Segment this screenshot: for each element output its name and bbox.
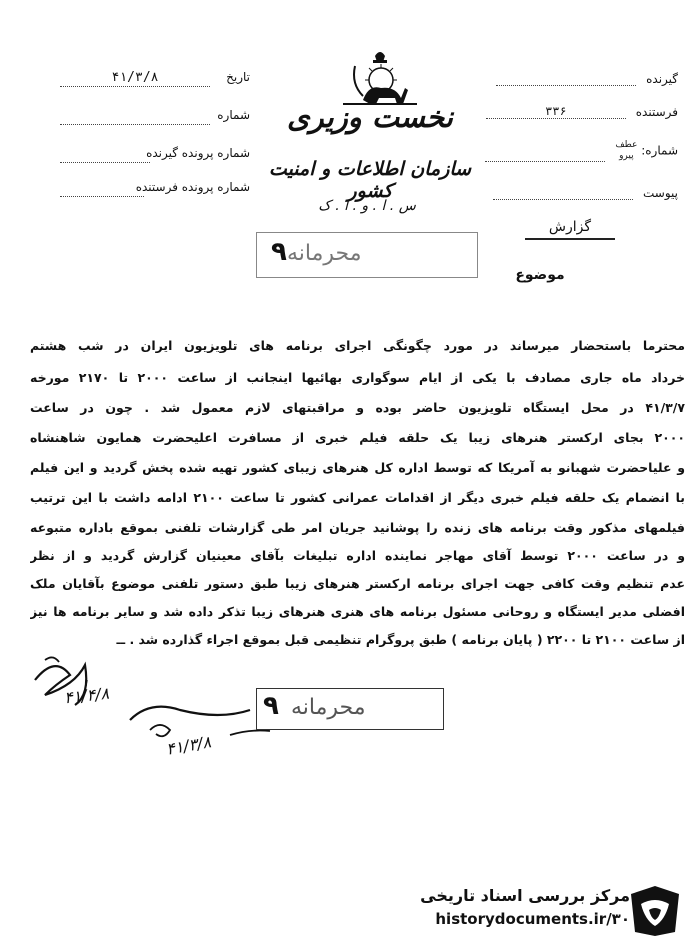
body-line: با انضمام یک حلقه فیلم خبری دیگر از اقدامات عمرانی کشور تا ساعت ۲۱۰۰ ادامه داشت با این ترتیب [30, 490, 685, 505]
reference-line [485, 161, 605, 162]
signature-bottom-date: ۴۱/۳/۸ [164, 732, 213, 759]
organization-title: سازمان اطلاعات و امنیت کشور [268, 158, 472, 202]
body-line: خرداد ماه جاری مصادف با یکی از ایام سوگواری بهائیها اینجانب از ساعت ۲۰۰۰ تا ۲۱۷۰ مورخه [30, 370, 685, 385]
number-row [60, 108, 250, 134]
receiver-label: گیرنده [646, 72, 678, 86]
stamp-text: محرمانه [287, 241, 362, 266]
archive-logo-icon [625, 882, 685, 938]
sender-value: ۳۳۶ [486, 104, 626, 119]
sender-label: فرستنده [635, 105, 678, 119]
stamp-number: ۹ [263, 691, 279, 721]
receiver-file-row [60, 146, 250, 172]
reference-value-1: عطف [615, 140, 638, 150]
number-value-line [60, 108, 210, 125]
sender-file-row [60, 180, 250, 206]
sender-row [486, 104, 678, 119]
report-label: گزارش [548, 219, 592, 235]
body-line: محترما باستحضار میرساند در مورد چگونگی اجرای برنامه های تلویزیون ایران در شب هشتم [30, 338, 685, 353]
reference-value-2: پیرو [619, 151, 634, 161]
body-line: و علیاحضرت شهبانو به آمریکا که توسط اداره کل هنرهای زیبای کشور تهیه شده پخش گردید و این فیلم [30, 460, 685, 475]
date-label: تاریخ [226, 70, 250, 84]
report-underline [525, 238, 615, 240]
body-line: ۴۱/۳/۷ در محل ایستگاه تلویزیون حاضر بوده و مراقبتهای لازم معمول شد . چون در ساعت [30, 400, 685, 415]
organization-code: س . ا . و . ا . ک [318, 198, 416, 214]
body-line: عدم تنظیم وقت کافی جهت اجرای برنامه ارکستر هنرهای زیبا طبق دستور تلفنی موضوع بآقایان ملک [30, 576, 685, 591]
receiver-file-label: شماره پرونده گیرنده [146, 146, 250, 160]
confidential-stamp-bottom [256, 688, 444, 730]
attachment-label: پیوست [643, 186, 678, 200]
signature-left-date: ۴۱/۴/۸ [63, 683, 111, 708]
reference-label: شماره: [641, 143, 678, 158]
receiver-line [496, 85, 636, 86]
date-row [60, 70, 250, 96]
reference-row [485, 140, 678, 162]
stamp-text: محرمانه [291, 695, 366, 720]
body-line: از ساعت ۲۱۰۰ تا ۲۲۰۰ ( پایان برنامه ) طبق پروگرام تنظیمی قبل بموقع اجراء گذارده شد . ــ [116, 632, 685, 647]
date-value: ۴۱/۳/۸ [60, 70, 210, 87]
sender-file-label: شماره پرونده فرستنده [135, 180, 250, 194]
archive-url: historydocuments.ir/۳۰ [435, 910, 630, 928]
body-line: ۲۰۰۰ بجای ارکستر هنرهای زیبا یک حلقه فیلم خبری از مسافرت اعلیحضرت همایون شاهنشاه [30, 430, 685, 445]
office-title: نخست وزیری [286, 100, 453, 134]
body-line: و در ساعت ۲۰۰۰ توسط آقای مهاجر نماینده اداره تبلیغات بآقای معینیان گزارش گردید و از نظر [30, 548, 685, 563]
body-line: افضلی مدیر ایستگاه و روحانی مسئول برنامه های هنری هنرهای زیبا تذکر داده شد و سایر برنامه ها نیز [30, 604, 685, 619]
number-label: شماره [217, 108, 250, 122]
receiver-row [496, 72, 678, 86]
receiver-file-line [60, 146, 150, 163]
attachment-line [493, 199, 633, 200]
stamp-number: ۹ [271, 237, 287, 267]
body-line: فیلمهای مذکور وقت برنامه های زنده را پوشانید جریان امر طی گزارشات تلفنی بموقع باداره متبوعه [30, 520, 685, 535]
archive-title: مرکز بررسی اسناد تاریخی [420, 886, 630, 905]
sender-file-line [60, 180, 144, 197]
confidential-stamp-top [256, 232, 478, 278]
attachment-row [493, 186, 678, 200]
subject-label: موضوع [515, 267, 565, 283]
